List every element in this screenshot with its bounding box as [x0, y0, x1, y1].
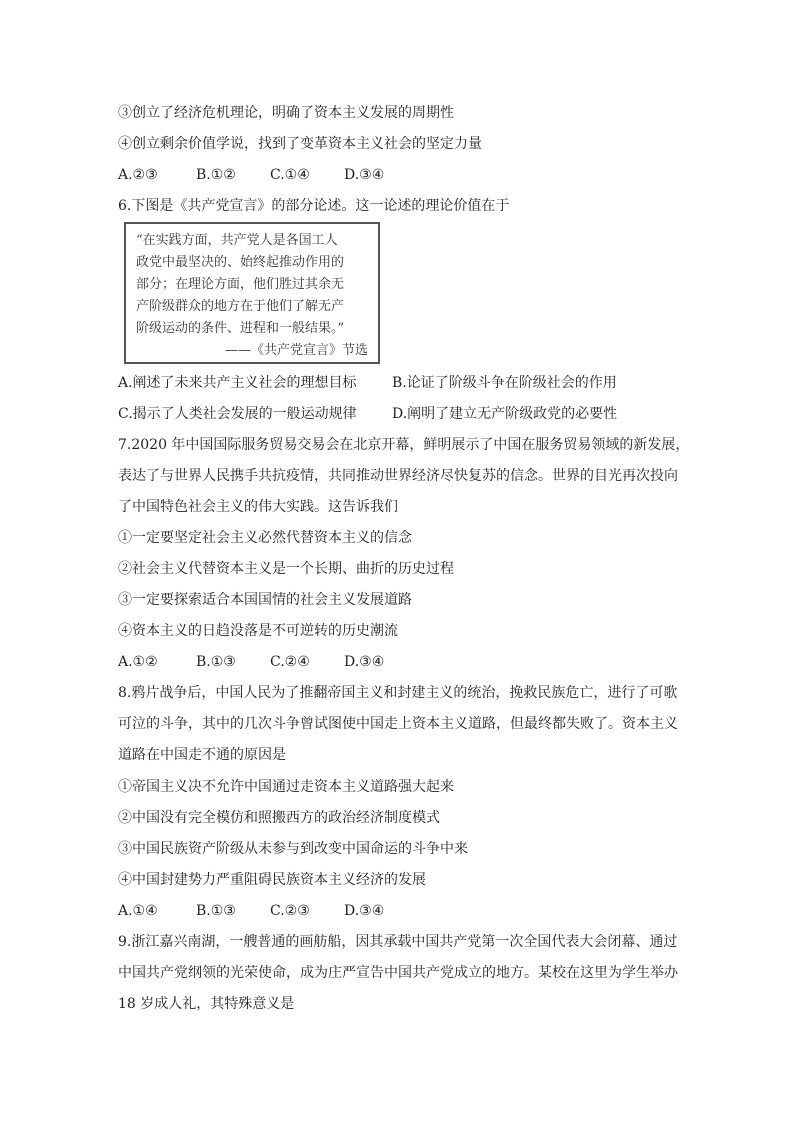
q9-stem-line: 18 岁成人礼，其特殊意义是 — [118, 996, 295, 1012]
quote-line: 阶级运动的条件、进程和一般结果。” — [136, 321, 345, 336]
q8-item-4: ④中国封建势力严重阻碍民族资本主义经济的发展 — [118, 872, 426, 888]
q9-stem-line: 9.浙江嘉兴南湖，一艘普通的画舫船，因其承载中国共产党第一次全国代表大会闭幕、通过 — [118, 934, 678, 950]
quote-line: “在实践方面，共产党人是各国工人 — [136, 233, 338, 248]
q7-stem-line: 表达了与世界人民携手共抗疫情，共同推动世界经济尽快复苏的信念。世界的目光再次投向 — [118, 468, 678, 484]
q8-option-b: B.①③ — [196, 903, 236, 919]
q7-options — [118, 653, 384, 671]
q7-item-4: ④资本主义的日趋没落是不可逆转的历史潮流 — [118, 623, 398, 639]
q7-stem-line: 7.2020 年中国国际服务贸易交易会在北京开幕，鲜明展示了中国在服务贸易领域的新发展， — [118, 437, 690, 453]
q6-stem: 6.下图是《共产党宣言》的部分论述。这一论述的理论价值在于 — [118, 198, 510, 214]
q7-option-b: B.①③ — [196, 654, 236, 670]
quote-source: ——《共产党宣言》节选 — [224, 343, 368, 358]
q7-item-1: ①一定要坚定社会主义必然代替资本主义的信念 — [118, 530, 412, 546]
q6-option-b: B.论证了阶级斗争在阶级社会的作用 — [392, 375, 617, 391]
quote-box — [124, 222, 380, 364]
q8-stem-line: 道路在中国走不通的原因是 — [118, 747, 286, 763]
q5-item-3: ③创立了经济危机理论，明确了资本主义发展的周期性 — [118, 105, 454, 121]
q5-option-a: A.②③ — [118, 167, 158, 183]
q8-item-3: ③中国民族资产阶级从未参与到改变中国命运的斗争中来 — [118, 841, 468, 857]
q7-item-3: ③一定要探索适合本国国情的社会主义发展道路 — [118, 592, 412, 608]
q8-stem-line: 8.鸦片战争后，中国人民为了推翻帝国主义和封建主义的统治，挽救民族危亡，进行了可歌 — [118, 685, 678, 701]
q5-option-b: B.①② — [196, 167, 236, 183]
q8-options — [118, 902, 384, 920]
q9-stem-line: 中国共产党纲领的光荣使命，成为庄严宣告中国共产党成立的地方。某校在这里为学生举办 — [118, 965, 678, 981]
q8-stem-line: 可泣的斗争，其中的几次斗争曾试图使中国走上资本主义道路，但最终都失败了。资本主义 — [118, 716, 678, 732]
q5-option-c: C.①④ — [270, 167, 310, 183]
q6-option-d: D.阐明了建立无产阶级政党的必要性 — [392, 406, 618, 422]
q7-stem-line: 了中国特色社会主义的伟大实践。这告诉我们 — [118, 499, 398, 515]
q8-item-2: ②中国没有完全模仿和照搬西方的政治经济制度模式 — [118, 810, 440, 826]
q8-option-c: C.②③ — [270, 903, 310, 919]
q6-option-c: C.揭示了人类社会发展的一般运动规律 — [118, 406, 357, 422]
q8-item-1: ①帝国主义决不允许中国通过走资本主义道路强大起来 — [118, 779, 454, 795]
q6-option-a: A.阐述了未来共产主义社会的理想目标 — [118, 375, 357, 391]
q7-option-d: D.③④ — [344, 654, 385, 670]
q8-option-d: D.③④ — [344, 903, 385, 919]
q7-option-c: C.②④ — [270, 654, 310, 670]
q7-option-a: A.①② — [118, 654, 158, 670]
q5-options — [118, 166, 384, 184]
quote-line: 政党中最坚决的、始终起推动作用的 — [136, 255, 345, 270]
quote-line: 产阶级群众的地方在于他们了解无产 — [136, 299, 345, 314]
q7-item-2: ②社会主义代替资本主义是一个长期、曲折的历史过程 — [118, 561, 454, 577]
q5-option-d: D.③④ — [344, 167, 385, 183]
q5-item-4: ④创立剩余价值学说，找到了变革资本主义社会的坚定力量 — [118, 136, 482, 152]
q8-option-a: A.①④ — [118, 903, 158, 919]
quote-line: 部分；在理论方面，他们胜过其余无 — [136, 277, 345, 292]
